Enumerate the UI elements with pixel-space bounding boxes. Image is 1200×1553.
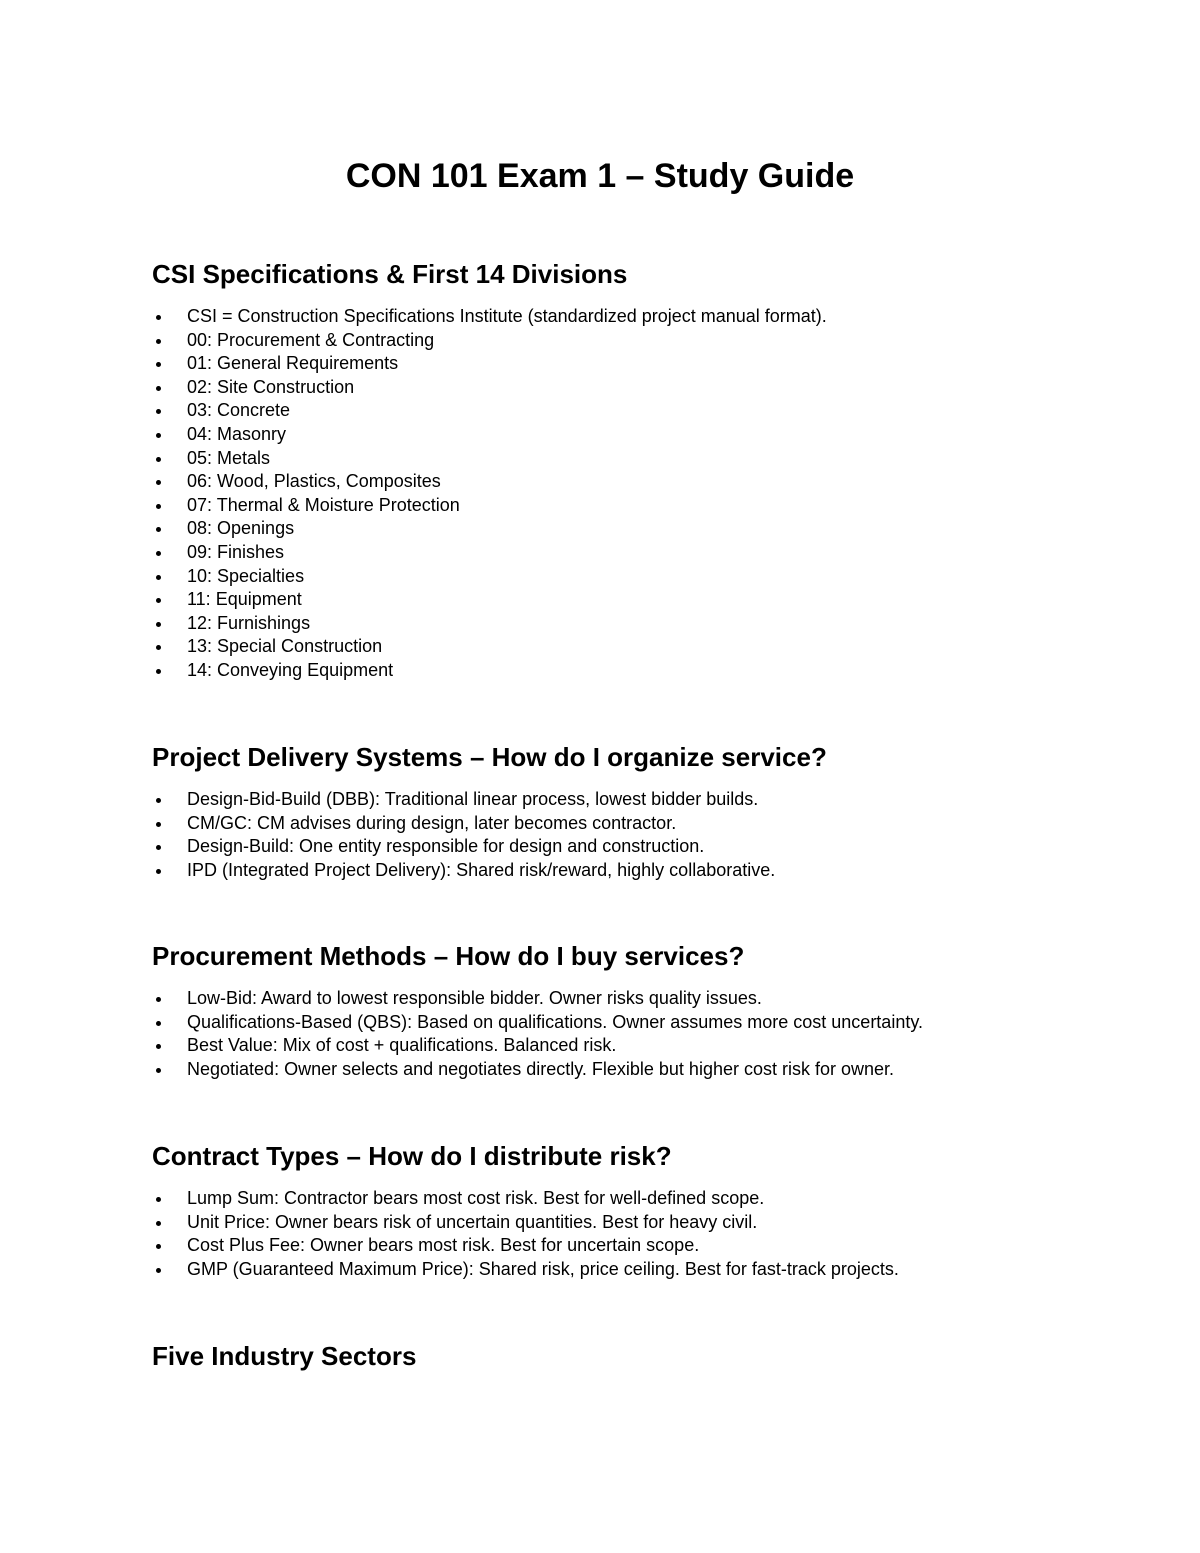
list-item-text: 01: General Requirements bbox=[187, 353, 399, 374]
list-item bbox=[152, 565, 1052, 589]
list-item bbox=[152, 517, 1052, 541]
list-item bbox=[152, 1034, 1052, 1058]
list-item-text: Low-Bid: Award to lowest responsible bidder. Owner risks quality issues. bbox=[187, 988, 762, 1008]
section-heading: Procurement Methods – How do I buy services? bbox=[152, 941, 745, 971]
list-item-text: 09: Finishes bbox=[187, 541, 285, 562]
list-item-text: Design-Bid-Build (DBB): Traditional linear process, lowest bidder builds. bbox=[187, 789, 759, 809]
bullet-icon bbox=[156, 1268, 161, 1273]
section-csi-divisions bbox=[152, 256, 1052, 680]
bullet-list bbox=[152, 1187, 1052, 1281]
list-item-text: 07: Thermal & Moisture Protection bbox=[187, 494, 460, 515]
list-item-text: Lump Sum: Contractor bears most cost risk. Best for well-defined scope. bbox=[187, 1188, 765, 1208]
bullet-icon bbox=[156, 457, 161, 462]
section-heading: Five Industry Sectors bbox=[152, 1341, 417, 1371]
list-item-text: 12: Furnishings bbox=[187, 612, 311, 633]
bullet-icon bbox=[156, 504, 161, 509]
section-heading: CSI Specifications & First 14 Divisions bbox=[152, 259, 628, 289]
list-item bbox=[152, 305, 1052, 329]
bullet-icon bbox=[156, 869, 161, 874]
list-item bbox=[152, 1211, 1052, 1235]
list-item bbox=[152, 541, 1052, 565]
list-item bbox=[152, 588, 1052, 612]
list-item-text: 04: Masonry bbox=[187, 423, 287, 444]
document-title: CON 101 Exam 1 – Study Guide bbox=[345, 157, 855, 195]
bullet-icon bbox=[156, 845, 161, 850]
bullet-icon bbox=[156, 669, 161, 674]
bullet-icon bbox=[156, 1021, 161, 1026]
bullet-icon bbox=[156, 433, 161, 438]
bullet-icon bbox=[156, 1197, 161, 1202]
list-item-text: 05: Metals bbox=[187, 447, 271, 468]
list-item-text: GMP (Guaranteed Maximum Price): Shared risk, price ceiling. Best for fast-track projects. bbox=[187, 1258, 899, 1279]
list-item bbox=[152, 635, 1052, 659]
list-item bbox=[152, 859, 1052, 883]
list-item bbox=[152, 399, 1052, 423]
section-project-delivery bbox=[152, 739, 1052, 880]
list-item bbox=[152, 1058, 1052, 1082]
list-item-text: Qualifications-Based (QBS): Based on qualifications. Owner assumes more cost uncertainty. bbox=[187, 1011, 923, 1032]
list-item bbox=[152, 835, 1052, 859]
bullet-list bbox=[152, 305, 1052, 683]
bullet-icon bbox=[156, 409, 161, 414]
list-item bbox=[152, 376, 1052, 400]
list-item-text: CSI = Construction Specifications Institute (standardized project manual format). bbox=[187, 306, 827, 326]
bullet-list bbox=[152, 788, 1052, 882]
bullet-list bbox=[152, 987, 1052, 1081]
list-item bbox=[152, 494, 1052, 518]
bullet-icon bbox=[156, 997, 161, 1002]
list-item bbox=[152, 352, 1052, 376]
list-item bbox=[152, 329, 1052, 353]
list-item bbox=[152, 1011, 1052, 1035]
list-item-text: 08: Openings bbox=[187, 518, 295, 539]
list-item bbox=[152, 1187, 1052, 1211]
list-item-text: 03: Concrete bbox=[187, 400, 291, 421]
bullet-icon bbox=[156, 1221, 161, 1226]
list-item-text: Cost Plus Fee: Owner bears most risk. Best for uncertain scope. bbox=[187, 1235, 700, 1256]
bullet-icon bbox=[156, 1044, 161, 1049]
list-item-text: 14: Conveying Equipment bbox=[187, 659, 394, 680]
list-item-text: 06: Wood, Plastics, Composites bbox=[187, 471, 441, 492]
list-item-text: Negotiated: Owner selects and negotiates directly. Flexible but higher cost risk for owner. bbox=[187, 1058, 895, 1079]
list-item-text: IPD (Integrated Project Delivery): Shared risk/reward, highly collaborative. bbox=[187, 859, 776, 880]
list-item-text: CM/GC: CM advises during design, later becomes contractor. bbox=[187, 812, 677, 833]
list-item-text: Best Value: Mix of cost + qualifications. Balanced risk. bbox=[187, 1035, 617, 1056]
list-item bbox=[152, 612, 1052, 636]
list-item bbox=[152, 1258, 1052, 1282]
section-contract-types bbox=[152, 1138, 1052, 1279]
bullet-icon bbox=[156, 575, 161, 580]
list-item-text: 02: Site Construction bbox=[187, 376, 355, 397]
list-item bbox=[152, 987, 1052, 1011]
bullet-icon bbox=[156, 362, 161, 367]
bullet-icon bbox=[156, 315, 161, 320]
list-item-text: 00: Procurement & Contracting bbox=[187, 329, 435, 350]
section-heading: Project Delivery Systems – How do I organize service? bbox=[152, 742, 827, 772]
bullet-icon bbox=[156, 480, 161, 485]
bullet-icon bbox=[156, 339, 161, 344]
list-item bbox=[152, 812, 1052, 836]
list-item-text: 13: Special Construction bbox=[187, 636, 383, 657]
bullet-icon bbox=[156, 551, 161, 556]
section-procurement-methods bbox=[152, 938, 1052, 1079]
bullet-icon bbox=[156, 527, 161, 532]
bullet-icon bbox=[156, 622, 161, 627]
bullet-icon bbox=[156, 798, 161, 803]
list-item bbox=[152, 423, 1052, 447]
list-item bbox=[152, 659, 1052, 683]
list-item bbox=[152, 447, 1052, 471]
bullet-icon bbox=[156, 598, 161, 603]
list-item bbox=[152, 788, 1052, 812]
list-item bbox=[152, 470, 1052, 494]
bullet-icon bbox=[156, 386, 161, 391]
section-heading: Contract Types – How do I distribute risk? bbox=[152, 1141, 672, 1171]
list-item-text: 10: Specialties bbox=[187, 565, 305, 586]
bullet-icon bbox=[156, 822, 161, 827]
list-item bbox=[152, 1234, 1052, 1258]
list-item-text: Design-Build: One entity responsible for design and construction. bbox=[187, 836, 705, 857]
list-item-text: 11: Equipment bbox=[187, 589, 302, 610]
section-industry-sectors bbox=[152, 1338, 1052, 1374]
bullet-icon bbox=[156, 1244, 161, 1249]
bullet-icon bbox=[156, 1068, 161, 1073]
bullet-icon bbox=[156, 645, 161, 650]
list-item-text: Unit Price: Owner bears risk of uncertain quantities. Best for heavy civil. bbox=[187, 1211, 758, 1232]
